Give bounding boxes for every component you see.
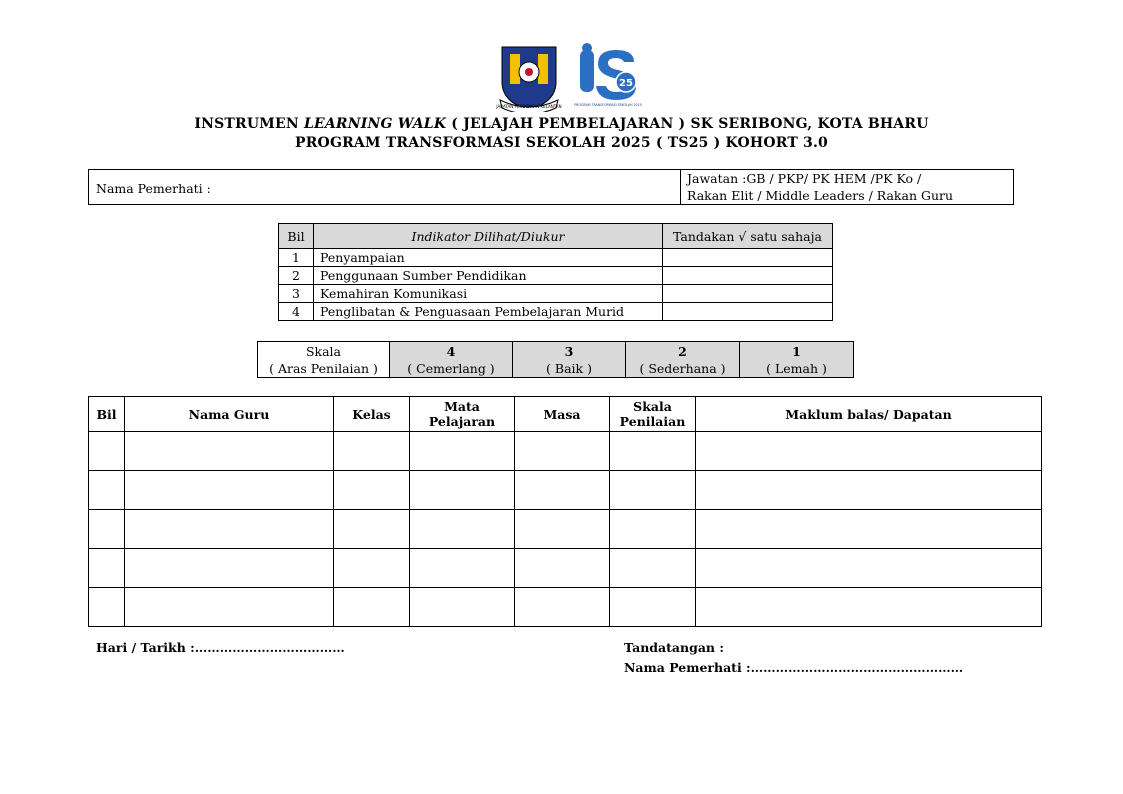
scale-level-value: 4	[446, 343, 456, 359]
logos	[0, 42, 1123, 112]
crest-motto: JABATAN PENDIDIKAN KELANTAN	[496, 104, 562, 109]
observer-table	[88, 169, 1014, 205]
table-row	[89, 471, 1042, 510]
indicator-tick-cell[interactable]	[663, 249, 833, 267]
cell-maklum-balas[interactable]	[696, 588, 1042, 627]
signature-field[interactable]: Tandatangan :	[624, 640, 724, 655]
scale-level	[390, 342, 513, 378]
table-row	[89, 549, 1042, 588]
title-pre: INSTRUMEN	[194, 116, 304, 132]
indicator-no: 2	[279, 267, 314, 285]
table-row	[89, 510, 1042, 549]
table-row	[89, 432, 1042, 471]
indicator-table	[278, 223, 833, 321]
cell-maklum-balas[interactable]	[696, 510, 1042, 549]
header-kelas: Kelas	[334, 397, 410, 432]
cell-kelas[interactable]	[334, 549, 410, 588]
indicator-tick-cell[interactable]	[663, 285, 833, 303]
observer-name-label: Nama Pemerhati :	[96, 181, 211, 196]
header-bil: Bil	[89, 397, 125, 432]
table-row	[89, 588, 1042, 627]
cell-nama-guru[interactable]	[125, 510, 334, 549]
indicator-no: 3	[279, 285, 314, 303]
title-post: ( JELAJAH PEMBELAJARAN ) SK SERIBONG, KOTA BHARU	[446, 116, 929, 132]
indicator-no: 1	[279, 249, 314, 267]
indicator-tick-cell[interactable]	[663, 267, 833, 285]
header-maklum-balas: Maklum balas/ Dapatan	[696, 397, 1042, 432]
header-skala-2: Penilaian	[619, 414, 686, 429]
position-line-2: Rakan Elit / Middle Leaders / Rakan Guru	[687, 188, 954, 203]
cell-bil[interactable]	[89, 471, 125, 510]
indicator-header-label: Indikator Dilihat/Diukur	[314, 224, 663, 249]
scale-table	[257, 341, 854, 378]
cell-nama-guru[interactable]	[125, 432, 334, 471]
cell-kelas[interactable]	[334, 510, 410, 549]
scale-level	[626, 342, 740, 378]
ts25-logo	[574, 43, 641, 107]
observer-name-cell[interactable]	[89, 170, 681, 205]
cell-nama-guru[interactable]	[125, 549, 334, 588]
cell-kelas[interactable]	[334, 432, 410, 471]
cell-masa[interactable]	[515, 432, 610, 471]
header-mata-pelajaran	[410, 397, 515, 432]
indicator-row	[279, 267, 833, 285]
cell-kelas[interactable]	[334, 471, 410, 510]
title-italic: LEARNING WALK	[303, 116, 447, 132]
header-masa: Masa	[515, 397, 610, 432]
indicator-row	[279, 285, 833, 303]
cell-nama-guru[interactable]	[125, 471, 334, 510]
ts25-number: 25	[619, 78, 633, 89]
scale-level-value: 2	[678, 343, 687, 359]
cell-skala[interactable]	[610, 471, 696, 510]
cell-kelas[interactable]	[334, 588, 410, 627]
cell-mata-pelajaran[interactable]	[410, 588, 515, 627]
cell-maklum-balas[interactable]	[696, 549, 1042, 588]
page-subtitle: PROGRAM TRANSFORMASI SEKOLAH 2025 ( TS25 ) KOHORT 3.0	[294, 135, 828, 151]
school-crest-logo	[495, 47, 561, 112]
cell-bil[interactable]	[89, 510, 125, 549]
cell-skala[interactable]	[610, 510, 696, 549]
header-mata-2: Pelajaran	[428, 414, 496, 429]
scale-level-name: ( Lemah )	[766, 360, 827, 376]
cell-masa[interactable]	[515, 588, 610, 627]
cell-masa[interactable]	[515, 471, 610, 510]
scale-level	[513, 342, 626, 378]
cell-mata-pelajaran[interactable]	[410, 549, 515, 588]
scale-label-1: Skala	[305, 343, 342, 359]
observer-position-cell[interactable]	[681, 170, 1014, 205]
indicator-row	[279, 249, 833, 267]
cell-bil[interactable]	[89, 588, 125, 627]
cell-bil[interactable]	[89, 549, 125, 588]
header-mata-1: Mata	[444, 399, 480, 414]
header-nama-guru: Nama Guru	[125, 397, 334, 432]
cell-skala[interactable]	[610, 549, 696, 588]
page-title	[0, 116, 1123, 132]
indicator-label: Penyampaian	[314, 249, 663, 267]
scale-level-value: 3	[564, 343, 574, 359]
indicator-header-row	[279, 224, 833, 249]
header-skala-penilaian	[610, 397, 696, 432]
indicator-header-tick: Tandakan √ satu sahaja	[663, 224, 833, 249]
indicator-label: Penggunaan Sumber Pendidikan	[314, 267, 663, 285]
observation-table	[88, 396, 1042, 627]
date-field[interactable]: Hari / Tarikh :………………………………	[96, 640, 345, 655]
indicator-label: Kemahiran Komunikasi	[314, 285, 663, 303]
indicator-no: 4	[279, 303, 314, 321]
cell-maklum-balas[interactable]	[696, 471, 1042, 510]
cell-mata-pelajaran[interactable]	[410, 432, 515, 471]
scale-label-cell	[258, 342, 390, 378]
cell-masa[interactable]	[515, 549, 610, 588]
cell-mata-pelajaran[interactable]	[410, 471, 515, 510]
scale-level	[740, 342, 854, 378]
cell-bil[interactable]	[89, 432, 125, 471]
indicator-label: Penglibatan & Penguasaan Pembelajaran Murid	[314, 303, 663, 321]
ts25-caption: PROGRAM TRANSFORMASI SEKOLAH 2025	[574, 103, 642, 107]
position-line-1: Jawatan :GB / PKP/ PK HEM /PK Ko /	[687, 171, 922, 186]
cell-skala[interactable]	[610, 588, 696, 627]
observer-name-field[interactable]: Nama Pemerhati :……………………………………………	[624, 660, 964, 675]
scale-level-value: 1	[792, 343, 801, 359]
indicator-header-bil: Bil	[279, 224, 314, 249]
indicator-row	[279, 303, 833, 321]
scale-level-name: ( Sederhana )	[639, 360, 726, 376]
indicator-tick-cell[interactable]	[663, 303, 833, 321]
scale-label-2: ( Aras Penilaian )	[269, 360, 378, 376]
cell-mata-pelajaran[interactable]	[410, 510, 515, 549]
cell-nama-guru[interactable]	[125, 588, 334, 627]
cell-masa[interactable]	[515, 510, 610, 549]
scale-level-name: ( Cemerlang )	[407, 360, 495, 376]
cell-skala[interactable]	[610, 432, 696, 471]
header-skala-1: Skala	[633, 399, 672, 414]
observation-header-row	[89, 397, 1042, 432]
scale-level-name: ( Baik )	[546, 360, 592, 376]
cell-maklum-balas[interactable]	[696, 432, 1042, 471]
